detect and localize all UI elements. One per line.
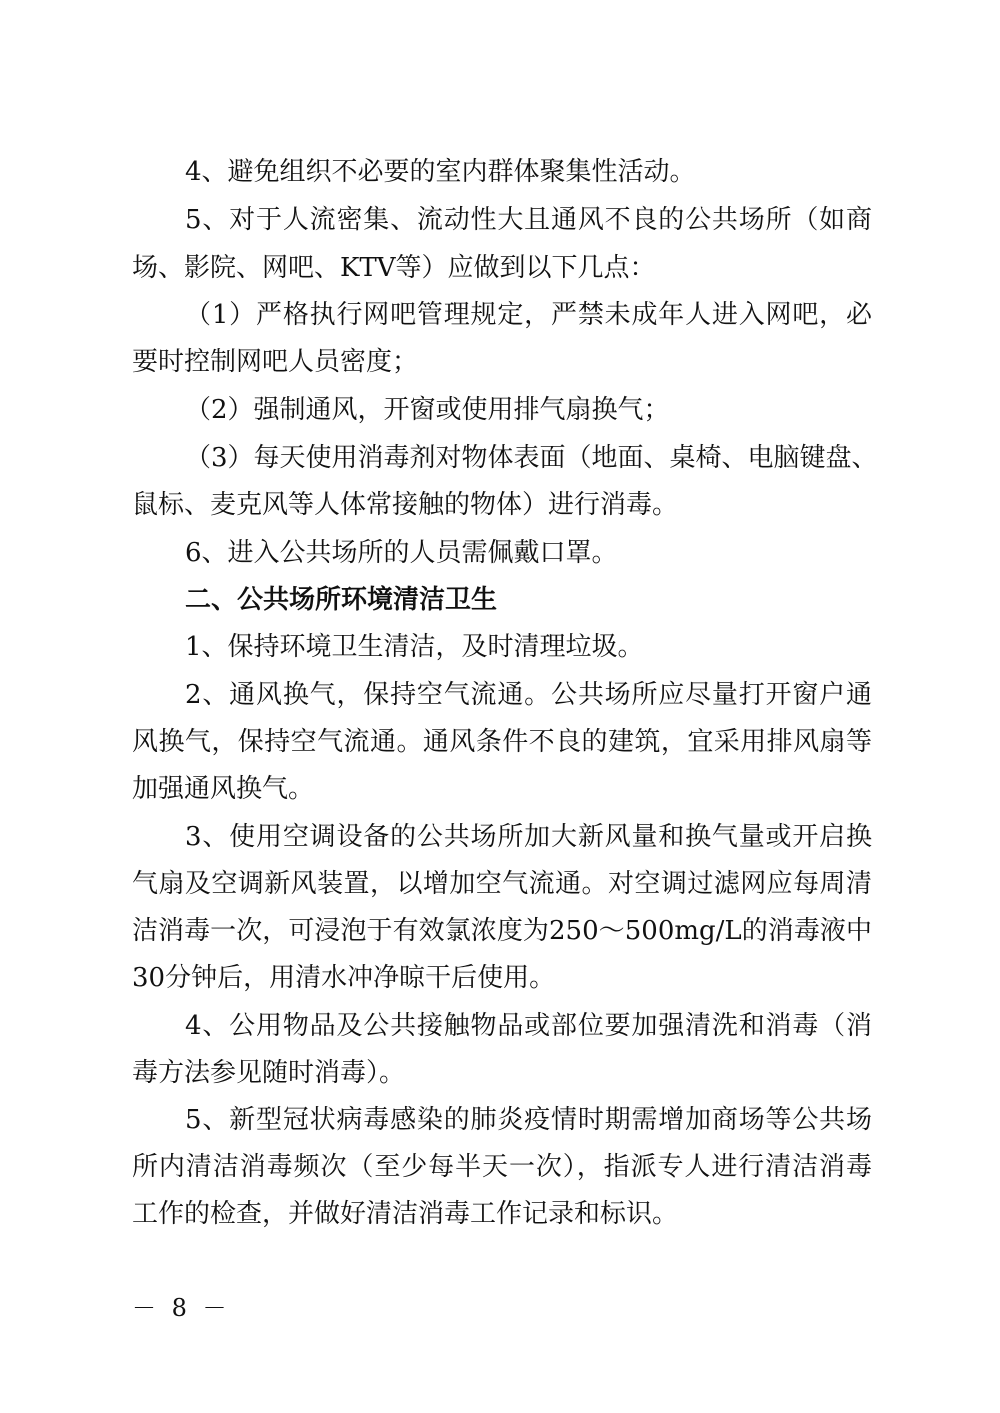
- paragraph-line: （3）每天使用消毒剂对物体表面（地面、桌椅、电脑键盘、: [185, 443, 878, 473]
- paragraph-line: 所内清洁消毒频次（至少每半天一次），指派专人进行清洁消毒: [132, 1152, 872, 1182]
- paragraph-line: 工作的检查，并做好清洁消毒工作记录和标识。: [132, 1199, 679, 1229]
- paragraph-line: 要时控制网吧人员密度；: [132, 347, 419, 377]
- paragraph-line: 6、进入公共场所的人员需佩戴口罩。: [185, 538, 618, 568]
- paragraph-line: 气扇及空调新风装置，以增加空气流通。对空调过滤网应每周清: [132, 869, 872, 899]
- paragraph-line: 5、新型冠状病毒感染的肺炎疫情时期需增加商场等公共场: [185, 1105, 872, 1135]
- paragraph-line: 1、保持环境卫生清洁，及时清理垃圾。: [185, 632, 644, 662]
- paragraph-line: 场、影院、网吧、KTV等）应做到以下几点：: [132, 253, 656, 283]
- paragraph-line: 鼠标、麦克风等人体常接触的物体）进行消毒。: [132, 490, 679, 520]
- paragraph-line: 2、通风换气，保持空气流通。公共场所应尽量打开窗户通: [185, 680, 872, 710]
- paragraph-line: 风换气，保持空气流通。通风条件不良的建筑，宜采用排风扇等: [132, 727, 872, 757]
- section-heading: 二、公共场所环境清洁卫生: [185, 585, 498, 615]
- paragraph-line: 加强通风换气。: [132, 774, 315, 804]
- paragraph-line: 毒方法参见随时消毒）。: [132, 1058, 406, 1088]
- paragraph-line: 5、对于人流密集、流动性大且通风不良的公共场所（如商: [185, 205, 872, 235]
- paragraph-line: 3、使用空调设备的公共场所加大新风量和换气量或开启换: [185, 822, 872, 852]
- page-number: － 8 －: [132, 1294, 231, 1322]
- paragraph-line: （1）严格执行网吧管理规定，严禁未成年人进入网吧，必: [185, 300, 872, 330]
- paragraph-line: 4、避免组织不必要的室内群体聚集性活动。: [185, 157, 696, 187]
- paragraph-line: （2）强制通风，开窗或使用排气扇换气；: [185, 395, 670, 425]
- paragraph-line: 4、公用物品及公共接触物品或部位要加强清洗和消毒（消: [185, 1011, 872, 1041]
- paragraph-line: 30分钟后，用清水冲净晾干后使用。: [132, 963, 556, 993]
- paragraph-line: 洁消毒一次，可浸泡于有效氯浓度为250～500mg/L的消毒液中: [132, 916, 872, 946]
